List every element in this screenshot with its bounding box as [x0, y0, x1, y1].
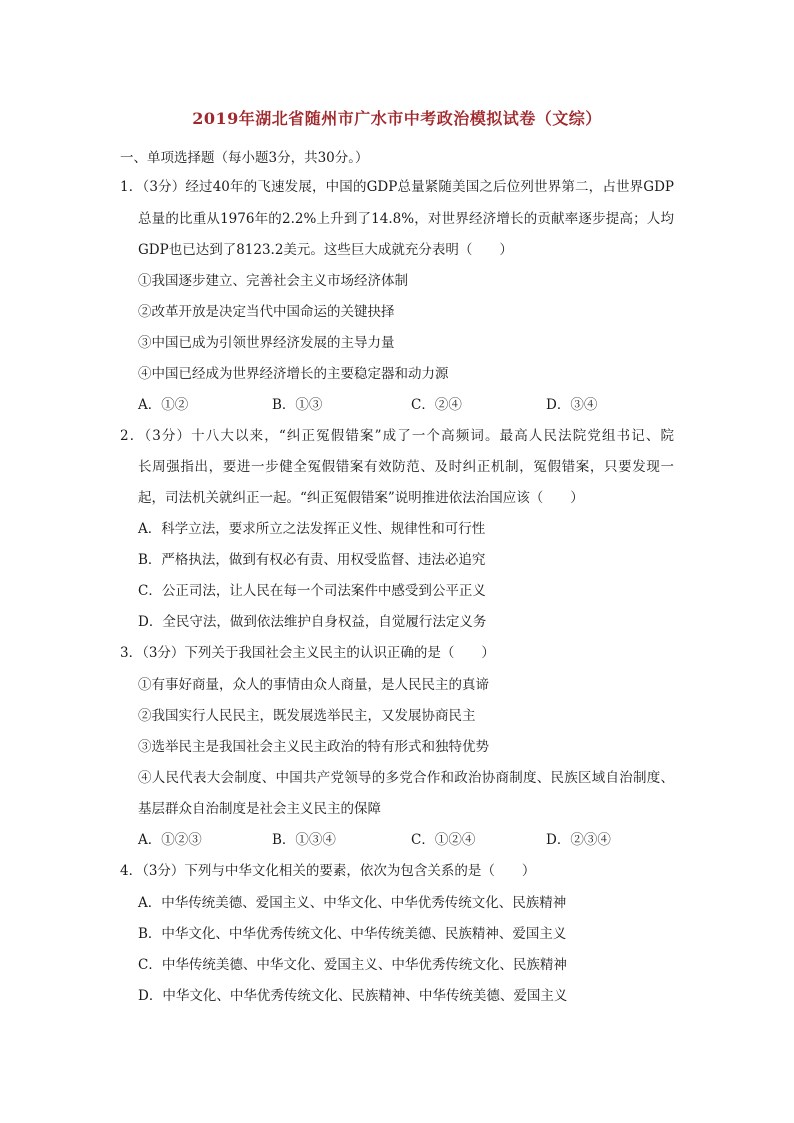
q2-stem-line-1: 2．（3分）十八大以来，“纠正冤假错案”成了一个高频词。最高人民法院党组书记、院 — [120, 428, 674, 444]
q3-choice-c[interactable]: C．①②④ — [411, 832, 476, 848]
q1-stem-line-1: 1．（3分）经过40年的飞速发展，中国的GDP总量紧随美国之后位列世界第二，占世界GDP — [120, 179, 674, 195]
q1-choice-c[interactable]: C．②④ — [411, 397, 462, 413]
q2-option-d[interactable]: D．全民守法，做到依法维护自身权益，自觉履行法定义务 — [138, 614, 487, 630]
q1-stem-line-3: GDP也已达到了8123.2美元。这些巨大成就充分表明（ ） — [138, 242, 513, 258]
q3-item-1: ①有事好商量，众人的事情由众人商量，是人民民主的真谛 — [138, 677, 489, 693]
q4-option-b[interactable]: B．中华文化、中华优秀传统文化、中华传统美德、民族精神、爱国主义 — [138, 926, 567, 942]
q2-stem-line-3: 起，司法机关就纠正一起。“纠正冤假错案”说明推进依法治国应该（ ） — [138, 490, 584, 506]
q2-option-b[interactable]: B．严格执法，做到有权必有责、用权受监督、违法必追究 — [138, 552, 486, 568]
q4-option-d[interactable]: D．中华文化、中华优秀传统文化、民族精神、中华传统美德、爱国主义 — [138, 988, 568, 1004]
q1-choice-a[interactable]: A．①② — [138, 397, 189, 413]
q1-item-1: ①我国逐步建立、完善社会主义市场经济体制 — [138, 273, 408, 289]
q4-stem-line-1: 4．（3分）下列与中华文化相关的要素，依次为包含关系的是（ ） — [120, 863, 536, 879]
q3-item-4-cont: 基层群众自治制度是社会主义民主的保障 — [138, 801, 381, 817]
q3-stem-line-1: 3．（3分）下列关于我国社会主义民主的认识正确的是（ ） — [120, 645, 495, 661]
q1-item-2: ②改革开放是决定当代中国命运的关键抉择 — [138, 304, 395, 320]
q1-choice-b[interactable]: B．①③ — [272, 397, 323, 413]
q1-item-4: ④中国已经成为世界经济增长的主要稳定器和动力源 — [138, 366, 449, 382]
page-title: 2019年湖北省随州市广水市中考政治模拟试卷（文综） — [192, 109, 602, 128]
q4-option-c[interactable]: C．中华传统美德、中华文化、爱国主义、中华优秀传统文化、民族精神 — [138, 957, 567, 973]
q3-item-4: ④人民代表大会制度、中国共产党领导的多党合作和政治协商制度、民族区域自治制度、 — [138, 770, 674, 786]
section-heading: 一、单项选择题（每小题3分，共30分。） — [120, 150, 369, 166]
q1-stem-line-2: 总量的比重从1976年的2.2%上升到了14.8%，对世界经济增长的贡献率逐步提高；人均 — [138, 211, 674, 227]
q1-item-3: ③中国已成为引领世界经济发展的主导力量 — [138, 335, 395, 351]
q3-choice-b[interactable]: B．①③④ — [272, 832, 336, 848]
q3-choice-a[interactable]: A．①②③ — [138, 832, 202, 848]
q2-option-a[interactable]: A．科学立法，要求所立之法发挥正义性、规律性和可行性 — [138, 521, 486, 537]
q3-item-3: ③选举民主是我国社会主义民主政治的特有形式和独特优势 — [138, 739, 489, 755]
q2-option-c[interactable]: C．公正司法，让人民在每一个司法案件中感受到公平正义 — [138, 583, 486, 599]
q2-stem-line-2: 长周强指出，要进一步健全冤假错案有效防范、及时纠正机制，冤假错案，只要发现一 — [138, 459, 674, 475]
q3-item-2: ②我国实行人民民主，既发展选举民主，又发展协商民主 — [138, 708, 476, 724]
q1-choice-d[interactable]: D．③④ — [546, 397, 598, 413]
q4-option-a[interactable]: A．中华传统美德、爱国主义、中华文化、中华优秀传统文化、民族精神 — [138, 895, 567, 911]
q3-choice-d[interactable]: D．②③④ — [546, 832, 611, 848]
